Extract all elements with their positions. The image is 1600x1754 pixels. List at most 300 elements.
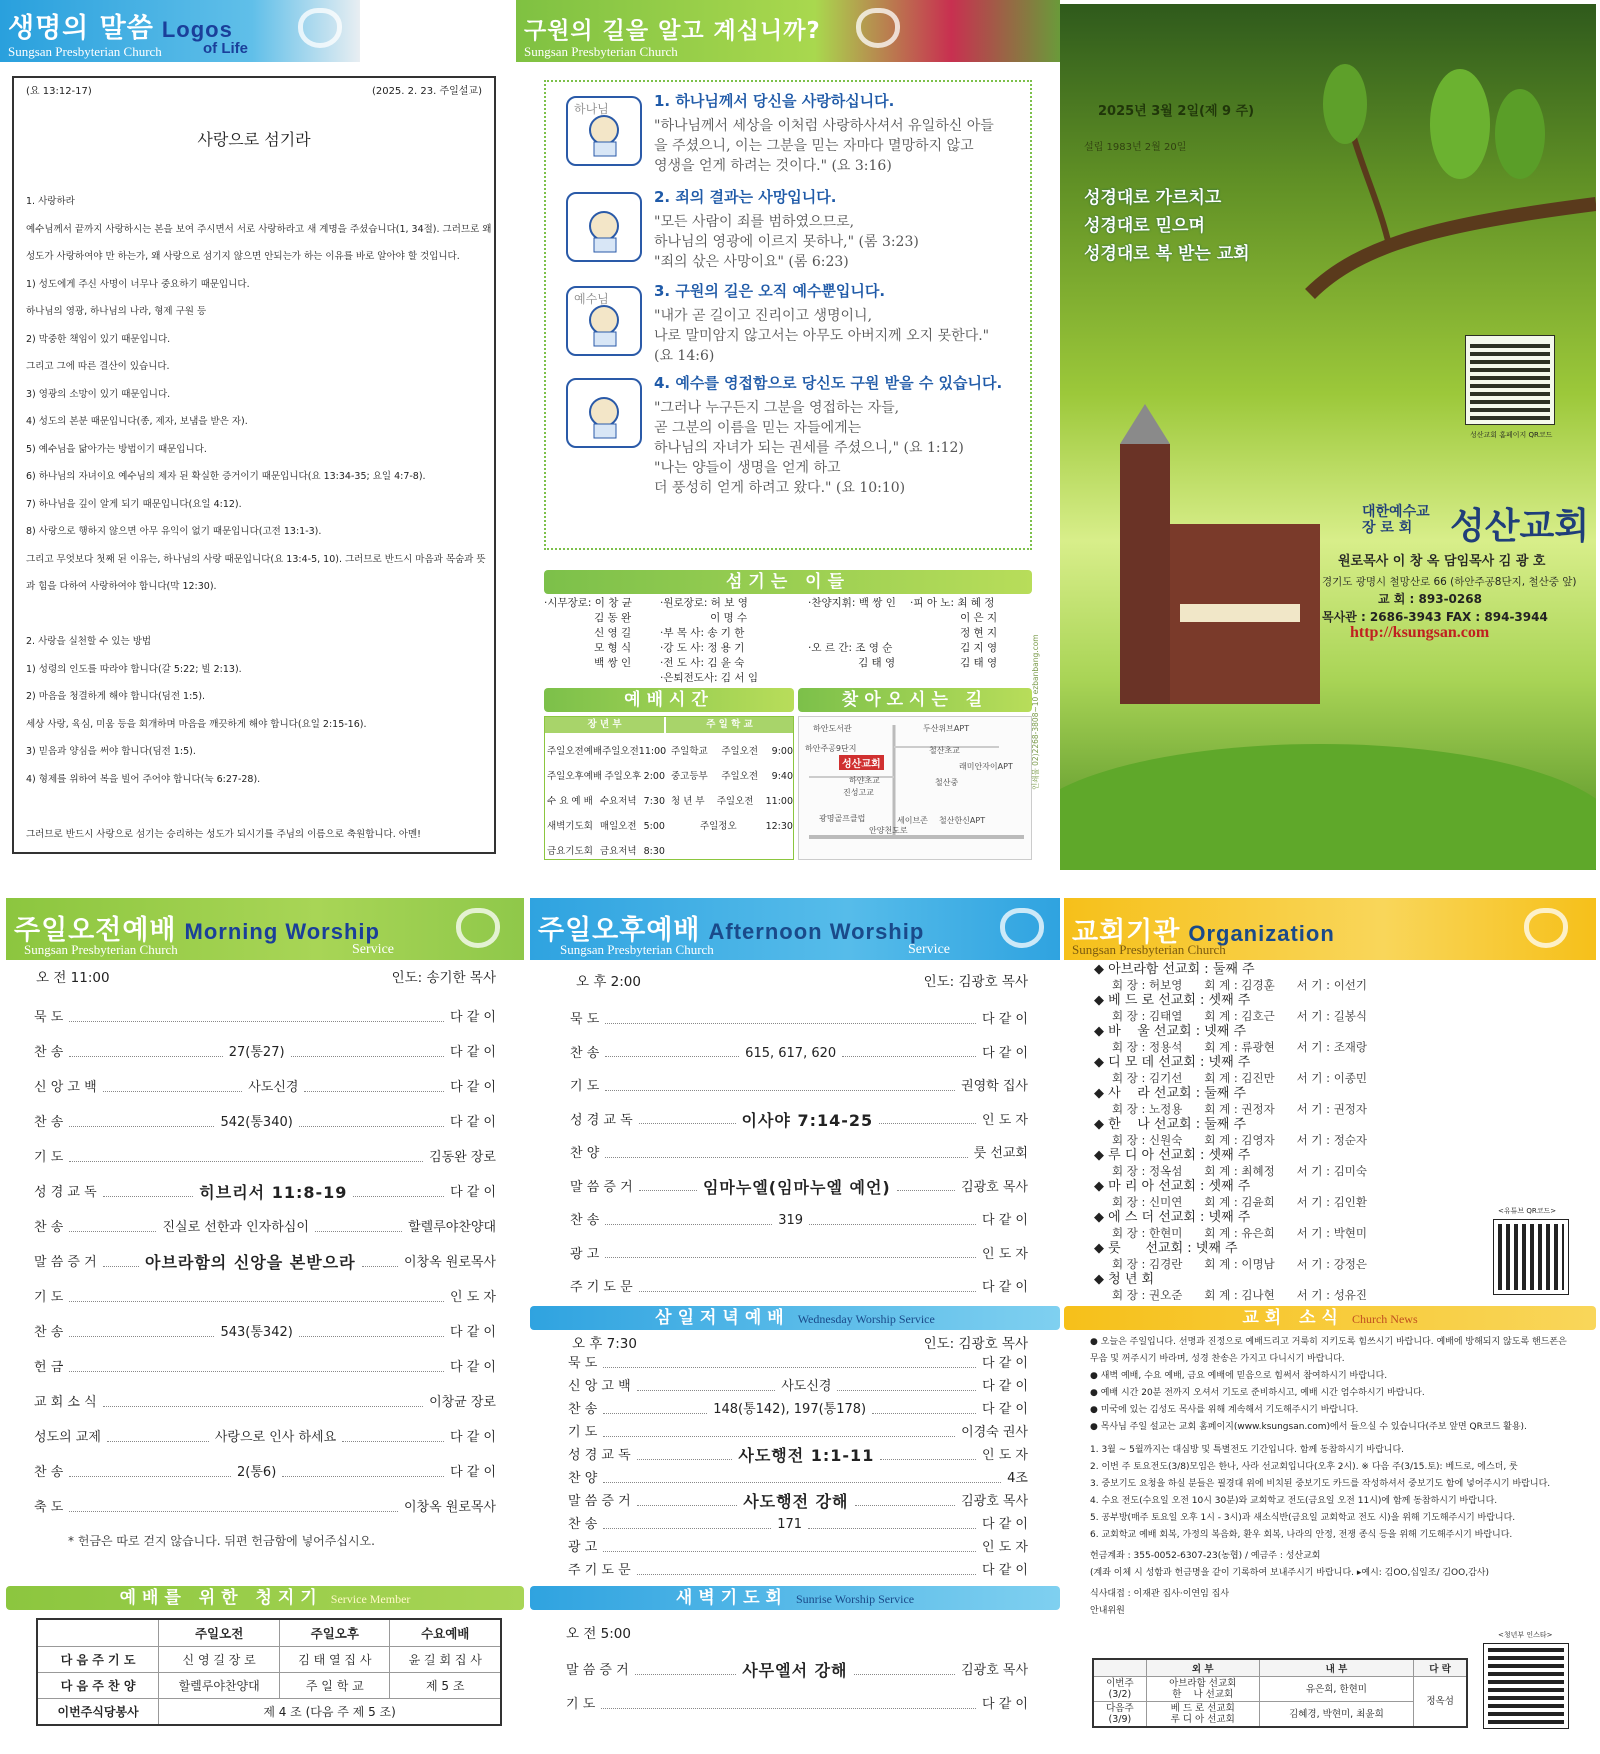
order-row <box>34 1420 496 1455</box>
motto-line: 성경대로 가르치고 <box>1084 188 1222 208</box>
order-item: 축 도 <box>34 1500 64 1515</box>
order-person: 다 같 이 <box>450 1430 496 1445</box>
servants-col1: ·시무장로: 이 창 균 김 동 완 신 영 길 모 형 식 백 쌍 인 <box>544 597 632 669</box>
service-cell: 주 일 학 교 <box>280 1673 390 1699</box>
order-person: 다 같 이 <box>982 1356 1028 1371</box>
sermon-title: 사랑으로 섬기라 <box>197 130 311 149</box>
org-group-name: ◆ 베 드 로 선교회 : 셋째 주 <box>1094 993 1251 1008</box>
order-item: 찬 송 <box>34 1465 64 1480</box>
time-cell: 금요기도회 <box>547 846 593 857</box>
account-note: (계좌 이체 시 성함과 헌금명을 같이 기록하여 보내주시기 바랍니다. ▸예시: 김OO,십일조/ 김OO,감사) <box>1090 1568 1489 1578</box>
order-person: 김동완 장로 <box>429 1150 496 1165</box>
sermon-line: 2) 마음을 청결하게 해야 합니다(딤전 1:5). <box>26 691 206 702</box>
news-item: 5. 공부방(매주 토요일 오후 1시 - 3시)과 새소식반(금요일 교회학교 전도 시)을 위해 기도해주시기 바랍니다. <box>1090 1513 1516 1523</box>
gospel-heading: 2. 죄의 결과는 사망입니다. <box>654 188 837 206</box>
order-item: 찬 송 <box>570 1213 600 1228</box>
news-bullet: ● 새벽 예배, 수요 예배, 금요 예배에 믿음으로 힘써서 참여하시기 바랍니다. <box>1090 1371 1388 1381</box>
leader-dots <box>879 1116 976 1124</box>
order-detail: 사무엘서 강해 <box>742 1661 848 1680</box>
qr-caption: 성산교회 홈페이지 QR코드 <box>1470 431 1553 439</box>
order-detail: 319 <box>778 1213 804 1228</box>
order-item: 말 씀 증 거 <box>568 1494 631 1509</box>
leader-dots <box>637 1567 976 1575</box>
order-detail: 543(통342) <box>220 1325 293 1340</box>
leader-dots <box>808 1521 976 1529</box>
order-row <box>570 1104 1028 1138</box>
leader-dots <box>107 1434 209 1442</box>
order-row <box>34 1280 496 1315</box>
org-group-name: ◆ 룻 선교회 : 넷째 주 <box>1094 1241 1238 1256</box>
order-detail: 임마누엘(임마누엘 예언) <box>702 1177 891 1197</box>
service-cell: 제 5 조 <box>390 1673 501 1699</box>
order-row <box>568 1352 1028 1375</box>
afternoon-subtitle2: Service <box>908 942 950 957</box>
service-label: 다 음 주 찬 양 <box>37 1673 159 1699</box>
map-bar: 찾아오시는 길 <box>798 688 1032 712</box>
insta-qr-caption: <청년부 인스타> <box>1498 1631 1553 1639</box>
leader-dots <box>842 1049 976 1057</box>
order-detail: 171 <box>777 1517 803 1532</box>
order-row <box>570 1271 1028 1305</box>
order-person: 다 같 이 <box>450 1465 497 1480</box>
org-group-name: ◆ 사 라 선교회 : 둘째 주 <box>1094 1086 1247 1101</box>
leader-dots <box>103 1189 194 1197</box>
order-person: 이경숙 권사 <box>961 1425 1028 1440</box>
leader-dots <box>854 1667 956 1675</box>
order-item: 말 씀 증 거 <box>34 1255 97 1270</box>
time-row <box>671 739 793 764</box>
sermon-line: 그리고 무엇보다 첫째 된 이유는, 하나님의 사랑 때문입니다(요 13:4-5, 10). 그러므로 반드시 마음과 목숨과 뜻 <box>26 553 486 565</box>
sermon-line: 3) 믿음과 양심을 써야 합니다(딤전 1:5). <box>26 746 196 757</box>
map-label: 안양천도로 <box>869 826 908 835</box>
time-row <box>547 739 665 764</box>
church-name: 성산교회 <box>1450 506 1590 547</box>
logos-title: 생명의 말씀 Logos <box>8 13 233 44</box>
order-row <box>34 1140 496 1175</box>
leader-dots <box>605 1217 772 1225</box>
org-list <box>1094 962 1494 1303</box>
org-officers: 회 장 : 김기선 회 계 : 김진만 서 기 : 이종민 <box>1112 1070 1368 1085</box>
time-row <box>547 789 665 814</box>
news-item: 1. 3월 ~ 5월까지는 대심방 및 특별전도 기간입니다. 함께 동참하시기 바랍니다. <box>1090 1445 1405 1455</box>
morning-subtitle2: Service <box>352 942 394 957</box>
wednesday-time: 오 후 7:30 <box>572 1336 637 1352</box>
org-officers: 회 장 : 김경란 회 계 : 이명남 서 기 : 강정은 <box>1112 1256 1368 1271</box>
news-bullet: ● 목사님 주일 설교는 교회 홈페이지(www.ksungsan.com)에서 들으실 수 있습니다(주보 앞면 QR코드 활용). <box>1090 1422 1527 1432</box>
wednesday-leader: 인도: 김광호 목사 <box>923 1336 1028 1352</box>
order-item: 주 기 도 문 <box>570 1280 633 1295</box>
org-officers: 회 장 : 신원숙 회 계 : 김영자 서 기 : 정순자 <box>1112 1132 1368 1147</box>
order-person: 인 도 자 <box>450 1290 496 1305</box>
order-item: 묵 도 <box>568 1356 598 1371</box>
time-cell: 청 년 부 <box>671 796 705 807</box>
time-cell: 수요저녁 <box>599 796 637 807</box>
org-group-name: ◆ 한 나 선교회 : 둘째 주 <box>1094 1117 1247 1132</box>
order-item: 기 도 <box>570 1079 600 1094</box>
instagram-qr-icon[interactable] <box>1484 1644 1568 1728</box>
time-cell: 새벽기도회 <box>547 821 593 832</box>
gospel-text: "하나님께서 세상을 이처럼 사랑하사셔서 유일하신 아들 을 주셨으니, 이는 그분을 믿는 자마다 멸망하지 않고 영생을 얻게 하려는 것이다." (요 3:16) <box>654 118 994 174</box>
heart-icon <box>856 8 900 48</box>
leader-dots <box>299 1329 444 1337</box>
guide-cell: 베 드 로 선교회 루 디 아 선교회 <box>1146 1702 1259 1728</box>
order-person: 권영학 집사 <box>961 1079 1028 1094</box>
leader-dots <box>605 1083 955 1091</box>
gospel-icon <box>566 96 642 166</box>
order-item: 묵 도 <box>570 1012 600 1027</box>
leader-dots <box>603 1360 976 1368</box>
time-row <box>547 764 665 789</box>
order-row <box>34 1105 496 1140</box>
order-row <box>570 1070 1028 1104</box>
leader-dots <box>315 1224 402 1232</box>
order-item: 찬 송 <box>34 1115 64 1130</box>
guide-head: 다 락 <box>1414 1659 1467 1677</box>
leader-dots <box>282 1469 444 1477</box>
leader-dots <box>69 1364 444 1372</box>
gospel-heading: 4. 예수를 영접함으로 당신도 구원 받을 수 있습니다. <box>654 374 1003 392</box>
adult-head: 장 년 부 <box>545 717 664 733</box>
order-person: 할렐루야찬양대 <box>408 1220 496 1235</box>
time-cell: 주일오후 <box>604 771 642 782</box>
order-item: 주 기 도 문 <box>568 1563 631 1578</box>
leader-dots <box>69 1154 423 1162</box>
denom-line: 장 로 회 <box>1362 520 1413 536</box>
order-person: 김광호 목사 <box>961 1494 1029 1509</box>
order-item: 찬 양 <box>568 1471 598 1486</box>
service-label: 다 음 주 기 도 <box>37 1647 159 1673</box>
leader-dots <box>299 1119 444 1127</box>
sermon-box <box>12 76 496 854</box>
time-cell: 금요저녁 <box>599 846 637 857</box>
order-item: 광 고 <box>570 1246 600 1262</box>
order-row <box>570 1003 1028 1037</box>
leader-dots <box>362 1259 398 1267</box>
map-label: 두산위브APT <box>923 724 970 733</box>
news-body <box>1090 1334 1590 1620</box>
time-cell: 주일정오 <box>699 821 737 832</box>
order-person: 다 같 이 <box>982 1402 1028 1417</box>
leader-dots <box>603 1544 976 1552</box>
leader-dots <box>603 1406 707 1414</box>
leader-dots <box>304 1084 444 1092</box>
leader-dots <box>639 1116 736 1124</box>
order-row <box>34 1245 496 1280</box>
org-officers: 회 장 : 정용석 회 계 : 류광현 서 기 : 조재랑 <box>1112 1039 1368 1054</box>
afternoon-title: 주일오후예배 Afternoon Worship <box>538 915 925 946</box>
time-cell: 9:40 <box>771 771 793 782</box>
afternoon-leader: 인도: 김광호 목사 <box>923 974 1028 990</box>
order-person: 다 같 이 <box>450 1080 497 1095</box>
leader-dots <box>603 1475 1001 1483</box>
leader-dots <box>69 1294 444 1302</box>
leader-dots <box>809 1217 976 1225</box>
order-row <box>568 1467 1028 1490</box>
sermon-line <box>26 601 482 629</box>
leader-dots <box>605 1016 976 1024</box>
order-person: 이창옥 원로목사 <box>403 1255 496 1270</box>
order-row <box>34 1070 496 1105</box>
order-row <box>570 1171 1028 1205</box>
leader-dots <box>635 1667 737 1675</box>
leader-dots <box>837 1383 976 1391</box>
service-cell: 윤 길 회 집 사 <box>390 1647 501 1673</box>
morning-head <box>36 966 496 986</box>
guide-cell: 김혜경, 박현미, 최윤희 <box>1259 1702 1414 1728</box>
order-person: 다 같 이 <box>982 1379 1029 1394</box>
order-row <box>568 1421 1028 1444</box>
order-item: 기 도 <box>34 1150 64 1165</box>
guide-title: 안내위원 <box>1090 1606 1125 1616</box>
wednesday-head <box>572 1332 1028 1352</box>
news-bullet: ● 미국에 있는 김성도 목사를 위해 계속해서 기도해주시기 바랍니다. <box>1090 1405 1359 1415</box>
order-person: 다 같 이 <box>450 1115 496 1130</box>
order-item: 광 고 <box>568 1540 598 1555</box>
guide-cell: 다음주 (3/9) <box>1093 1702 1146 1728</box>
leader-dots <box>603 1521 771 1529</box>
service-label: 이번주식당봉사 <box>37 1699 159 1726</box>
order-person: 다 같 이 <box>450 1360 496 1375</box>
guide-head <box>1093 1659 1146 1677</box>
time-row <box>547 814 665 839</box>
time-cell: 11:00 <box>638 746 667 757</box>
org-group-name: ◆ 청 년 회 <box>1094 1272 1155 1287</box>
time-cell: 11:00 <box>765 796 793 807</box>
leader-dots <box>342 1434 444 1442</box>
order-person: 다 같 이 <box>982 1517 1028 1532</box>
order-person: 룻 선교회 <box>973 1146 1028 1161</box>
leader-dots <box>605 1250 976 1258</box>
order-detail: 진실로 선한과 인자하심이 <box>162 1220 309 1235</box>
service-col-head: 수요예배 <box>390 1619 501 1647</box>
order-item: 성 경 교 독 <box>568 1448 631 1463</box>
order-detail: 사도신경 <box>248 1080 299 1095</box>
homepage-qr-icon[interactable] <box>1466 336 1554 424</box>
order-person: 다 같 이 <box>450 1325 496 1340</box>
gospel-text: "내가 곧 길이고 진리이고 생명이니, 나로 말미암지 않고서는 아무도 아버지께 오지 못한다." (요 14:6) <box>654 308 990 364</box>
order-item: 성 경 교 독 <box>34 1185 97 1200</box>
map-label: 세이브존 <box>897 816 928 825</box>
order-person: 다 같 이 <box>982 1280 1028 1295</box>
afternoon-order <box>570 1003 1028 1305</box>
servants-col2: ·원로장로: 허 보 영 이 명 수 ·부 목 사: 송 기 한 ·강 도 사: 정 용 기 ·전 도 사: 김 윤 숙 ·은퇴전도사: 김 서 임 <box>660 597 759 684</box>
gospel-subtitle: Sungsan Presbyterian Church <box>524 44 678 59</box>
morning-header <box>6 898 524 960</box>
sermon-line: 예수님께서 끝까지 사랑하시는 본을 보여 주시면서 서로 사랑하라고 새 계명을 주셨습니다(1, 34절). 그러므로 왜 <box>26 223 492 235</box>
time-cell: 8:30 <box>643 846 665 857</box>
order-item: 기 도 <box>566 1697 596 1712</box>
org-title: 교회기관 Organization <box>1072 917 1335 948</box>
leader-dots <box>855 1498 956 1506</box>
time-cell: 주일오전예배 <box>547 746 603 757</box>
logos-en2: of Life <box>203 40 248 57</box>
time-row <box>671 814 793 839</box>
order-detail: 542(통340) <box>220 1115 293 1130</box>
cover-tel2: 목사관 : 2686-3943 FAX : 894-3944 <box>1322 610 1548 624</box>
service-cell: 신 영 길 장 로 <box>159 1647 280 1673</box>
time-cell: 매일오전 <box>599 821 637 832</box>
gospel-header <box>516 0 1060 62</box>
time-cell: 수 요 예 배 <box>547 796 593 807</box>
guide-head: 외 부 <box>1146 1659 1259 1677</box>
order-person: 다 같 이 <box>982 1697 1028 1712</box>
sermon-line: 8) 사랑으로 행하지 않으면 아무 유익이 없기 때문입니다(고전 13:1-3). <box>26 526 322 537</box>
order-row <box>570 1037 1028 1071</box>
gospel-icon <box>566 286 642 356</box>
gospel-text: "모든 사람이 죄를 범하였으므로, 하나님의 영광에 이르지 못하나," (롬 3:23) "죄의 삯은 사망이요" (롬 6:23) <box>654 214 919 270</box>
order-item: 교 회 소 식 <box>34 1395 97 1410</box>
org-officers: 회 장 : 허보영 회 계 : 김경훈 서 기 : 이선기 <box>1112 977 1368 992</box>
map-roads <box>799 717 1033 861</box>
order-item: 성도의 교제 <box>34 1430 101 1445</box>
leader-dots <box>872 1406 976 1414</box>
account: 헌금계좌 : 355-0052-6307-23(농협) / 예금주 : 성산교회 <box>1090 1551 1321 1561</box>
time-cell: 주일오전 <box>716 796 754 807</box>
order-row <box>34 1490 496 1525</box>
order-row <box>568 1559 1028 1582</box>
order-item: 신 앙 고 백 <box>34 1080 97 1095</box>
order-item: 찬 송 <box>568 1517 598 1532</box>
news-bar: 교회 소식 Church News <box>1064 1306 1596 1330</box>
map-label: 래미안자이APT <box>959 762 1013 771</box>
sermon-line: 세상 사랑, 육심, 미움 등을 회개하며 마음을 깨끗하게 해야 합니다(요일 2:15-16). <box>26 718 367 730</box>
cover-tel: 교 회 : 893-0268 <box>1378 592 1482 606</box>
org-group-name: ◆ 에 스 더 선교회 : 넷째 주 <box>1094 1210 1251 1225</box>
org-officers: 회 장 : 신미연 회 계 : 김윤희 서 기 : 김인환 <box>1112 1194 1368 1209</box>
org-officers: 회 장 : 권오준 회 계 : 김나현 서 기 : 성유진 <box>1112 1287 1368 1302</box>
org-group-name: ◆ 아브라함 선교회 : 둘째 주 <box>1094 962 1255 977</box>
gospel-icon <box>566 378 642 448</box>
church-marker: 성산교회 <box>839 755 884 770</box>
afternoon-time: 오 후 2:00 <box>576 974 641 990</box>
time-row <box>547 839 665 864</box>
youtube-qr-icon[interactable] <box>1494 1220 1568 1294</box>
order-item: 찬 송 <box>34 1045 64 1060</box>
sermon-line: 2) 막중한 책임이 있기 때문입니다. <box>26 333 171 345</box>
leader-dots <box>601 1701 976 1709</box>
order-detail: 사도신경 <box>781 1379 832 1394</box>
motto-line: 성경대로 믿으며 <box>1084 216 1205 236</box>
afternoon-header <box>530 898 1060 960</box>
sermon-line: 과 힘을 다하여 사랑하여야 합니다(막 12:30). <box>26 581 217 592</box>
heart-icon <box>1524 908 1568 948</box>
order-person: 김광호 목사 <box>961 1663 1029 1678</box>
morning-title: 주일오전예배 Morning Worship <box>14 915 380 946</box>
motto-line: 성경대로 복 받는 교회 <box>1084 244 1250 264</box>
leader-dots <box>69 1014 444 1022</box>
leader-dots <box>637 1498 738 1506</box>
order-detail: 히브리서 11:8-19 <box>199 1183 348 1202</box>
servants-col4: ·피 아 노: 최 혜 정 이 은 지 정 현 지 김 지 영 김 태 영 <box>910 597 998 669</box>
food: 식사대접 : 이재관 집사·이연임 집사 <box>1090 1589 1230 1599</box>
news-item: 2. 이번 주 토요전도(3/8)모임은 한나, 사라 선교회입니다(오후 2시). ※ 다음 주(3/15.토): 베드로, 에스더, 룻 <box>1090 1462 1518 1472</box>
sermon-body <box>26 188 492 848</box>
sermon-line: 7) 하나님을 깊이 알게 되기 때문입니다(요일 4:12). <box>26 498 242 510</box>
service-col-head: 주일오후 <box>280 1619 390 1647</box>
time-cell: 2:00 <box>643 771 665 782</box>
order-item: 묵 도 <box>34 1010 64 1025</box>
leader-dots <box>897 1183 955 1191</box>
org-group-name: ◆ 루 디 아 선교회 : 셋째 주 <box>1094 1148 1251 1163</box>
order-person: 다 같 이 <box>982 1045 1029 1061</box>
order-person: 다 같 이 <box>450 1185 497 1200</box>
time-row <box>671 789 793 814</box>
order-person: 4조 <box>1007 1471 1028 1486</box>
sermon-date: (2025. 2. 23. 주일설교) <box>371 86 482 97</box>
sermon-line: 그리고 그에 따른 결산이 있습니다. <box>26 361 170 372</box>
order-item: 기 도 <box>568 1425 598 1440</box>
order-detail: 사도행전 1:1-11 <box>738 1446 875 1465</box>
gospel-icon-label: 예수님 <box>574 292 609 306</box>
news-item: 4. 수요 전도(수요일 오전 10시 30분)와 교회학교 전도(금요일 오전 11시)에 함께 동참하시기 바랍니다. <box>1090 1496 1498 1506</box>
order-item: 찬 송 <box>568 1402 598 1417</box>
leader-dots <box>639 1284 976 1292</box>
order-row <box>568 1398 1028 1421</box>
leader-dots <box>103 1399 423 1407</box>
heart-icon <box>456 908 500 948</box>
times-bar: 예배시간 <box>544 688 794 712</box>
order-item: 찬 송 <box>34 1325 64 1340</box>
news-bullet: ● 예배 시간 20분 전까지 오셔서 기도로 준비하시고, 예배 시간 엄수하시기 바랍니다. <box>1090 1388 1425 1398</box>
service-cell: 제 4 조 (다음 주 제 5 조) <box>159 1699 501 1726</box>
org-officers: 회 장 : 김태열 회 계 : 김호근 서 기 : 길봉식 <box>1112 1008 1368 1023</box>
order-item: 찬 송 <box>34 1220 64 1235</box>
gospel-title: 구원의 길을 알고 계십니까? <box>524 18 821 44</box>
order-item: 말 씀 증 거 <box>566 1663 629 1678</box>
leader-dots <box>69 1224 156 1232</box>
leader-dots <box>637 1452 733 1460</box>
sermon-line: 2. 사랑을 실천할 수 있는 방법 <box>26 636 152 647</box>
order-row <box>34 1175 496 1210</box>
org-group-name: ◆ 바 울 선교회 : 넷째 주 <box>1094 1024 1247 1039</box>
org-officers: 회 장 : 노정용 회 계 : 권정자 서 기 : 권정자 <box>1112 1101 1368 1116</box>
order-person: 다 같 이 <box>982 1563 1028 1578</box>
guide-cell: 유은희, 한현미 <box>1259 1677 1414 1702</box>
map-label: 하안주공9단지 <box>805 744 857 753</box>
order-detail: 148(통142), 197(통178) <box>713 1402 867 1417</box>
order-row <box>34 1315 496 1350</box>
cover-motto <box>1084 184 1250 268</box>
order-row <box>34 1385 496 1420</box>
leader-dots <box>103 1084 243 1092</box>
guide-head: 내 부 <box>1259 1659 1414 1677</box>
time-cell: 주일오후예배 <box>547 771 603 782</box>
time-cell: 주일학교 <box>671 746 708 757</box>
gospel-icon-label: 하나님 <box>574 102 609 116</box>
service-col-head: 주일오전 <box>159 1619 280 1647</box>
sermon-line: 4) 성도의 본분 때문입니다(종, 제자, 보냄을 받은 자). <box>26 416 248 427</box>
heart-icon <box>1000 908 1044 948</box>
time-cell: 주일오전 <box>721 771 759 782</box>
dawn-time: 오 전 5:00 <box>566 1626 631 1642</box>
morning-leader: 인도: 송기한 목사 <box>391 970 496 986</box>
denomination <box>1362 504 1430 536</box>
morning-order <box>34 1000 496 1525</box>
leader-dots <box>103 1259 139 1267</box>
sermon-line <box>26 793 482 821</box>
side-print: 인쇄물 02)2268-3808~10 ezbanbang.com <box>1031 634 1040 790</box>
sermon-line: 성도가 사랑하여야 만 하는가, 왜 사랑으로 섬기지 않으면 안되는가 하는 이유를 바로 알아야 할 것입니다. <box>26 251 460 262</box>
cover-url[interactable]: http://ksungsan.com <box>1350 624 1490 641</box>
order-detail: 2(통6) <box>237 1465 277 1480</box>
order-person: 다 같 이 <box>982 1012 1028 1027</box>
map-label: 철산한신APT <box>939 816 986 825</box>
leader-dots <box>353 1189 444 1197</box>
order-row <box>570 1204 1028 1238</box>
sermon-line: 하나님의 영광, 하나님의 나라, 형제 구원 등 <box>26 306 207 317</box>
logos-header <box>0 0 360 62</box>
order-row <box>34 1455 496 1490</box>
